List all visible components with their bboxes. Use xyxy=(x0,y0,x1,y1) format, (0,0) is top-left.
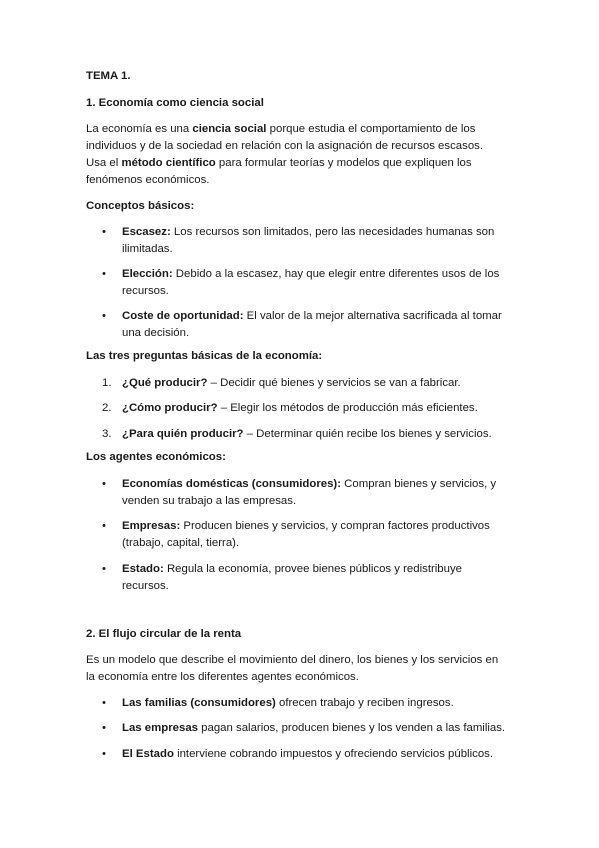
intro-line: la economía entre los diferentes agentes económicos. xyxy=(86,671,359,683)
preguntas-title: Las tres preguntas básicas de la economía: xyxy=(86,350,323,362)
bullet-icon: • xyxy=(102,520,106,532)
bullet-icon: • xyxy=(102,563,106,575)
conceptos-title: Conceptos básicos: xyxy=(86,200,195,212)
intro-line: fenómenos económicos. xyxy=(86,174,210,186)
item-number: 3. xyxy=(102,428,112,440)
intro-line: Es un modelo que describe el movimiento del dinero, los bienes y los servicios en xyxy=(86,654,499,666)
document-page: TEMA 1. 1. Economía como ciencia social La economía es una ciencia social porque estudia el comportamiento de los individuos y de la sociedad en relación con la asignación de recursos escasos. Usa el método científico para formular teorías y modelos que expliquen los fenómenos económicos. Conceptos básicos: • Escasez: Los recursos son limitados, pero las necesidades humanas son ilimitadas. • Elección: Debido a la escasez, hay que elegir entre diferentes usos de los recursos. • Coste de oportunidad: El valor de la mejor alternativa sacrificada al tomar una decisión. Las tres preguntas básicas de la economía: 1. ¿Qué producir? – Decidir qué bienes y servicios se van a fabricar. 2. ¿Cómo producir? – Elegir los métodos de producción más eficientes. 3. ¿Para quién producir? – Determinar quién recibe los bienes y servicios. Los agentes económicos: • Economías domésticas (consumidores): Compran bienes y servicios, y venden su trabajo a las empresas. • Empresas: Producen bienes y servicios, y compran factores productivos (trabajo, capital, tierra). • Estado: Regula la economía, provee bienes públicos y redistribuye recursos. 2. El flujo circular de la renta Es un modelo que describe el movimiento del dinero, los bienes y los servicios en la economía entre los diferentes agentes económicos. • Las familias (consumidores) ofrecen trabajo y reciben ingresos. • Las empresas pagan salarios, producen bienes y los venden a las familias. • El Estado interviene cobrando impuestos y ofreciendo servicios públicos. xyxy=(0,0,599,848)
section1-title: 1. Economía como ciencia social xyxy=(86,97,264,109)
bullet-icon: • xyxy=(102,478,106,490)
bullet-icon: • xyxy=(102,722,106,734)
item-number: 1. xyxy=(102,377,112,389)
intro-line: individuos y de la sociedad en relación con la asignación de recursos escasos. xyxy=(86,140,484,152)
bullet-icon: • xyxy=(102,226,106,238)
bullet-icon: • xyxy=(102,697,106,709)
intro-line: Usa el método científico para formular teorías y modelos que expliquen los xyxy=(86,157,472,169)
bullet-icon: • xyxy=(102,310,106,322)
bullet-icon: • xyxy=(102,268,106,280)
bullet-icon: • xyxy=(102,748,106,760)
section2-title: 2. El flujo circular de la renta xyxy=(86,628,242,640)
item-number: 2. xyxy=(102,402,112,414)
doc-tema: TEMA 1. xyxy=(86,70,131,82)
intro-line: La economía es una ciencia social porque estudia el comportamiento de los xyxy=(86,123,476,135)
agentes-title: Los agentes económicos: xyxy=(86,451,226,463)
